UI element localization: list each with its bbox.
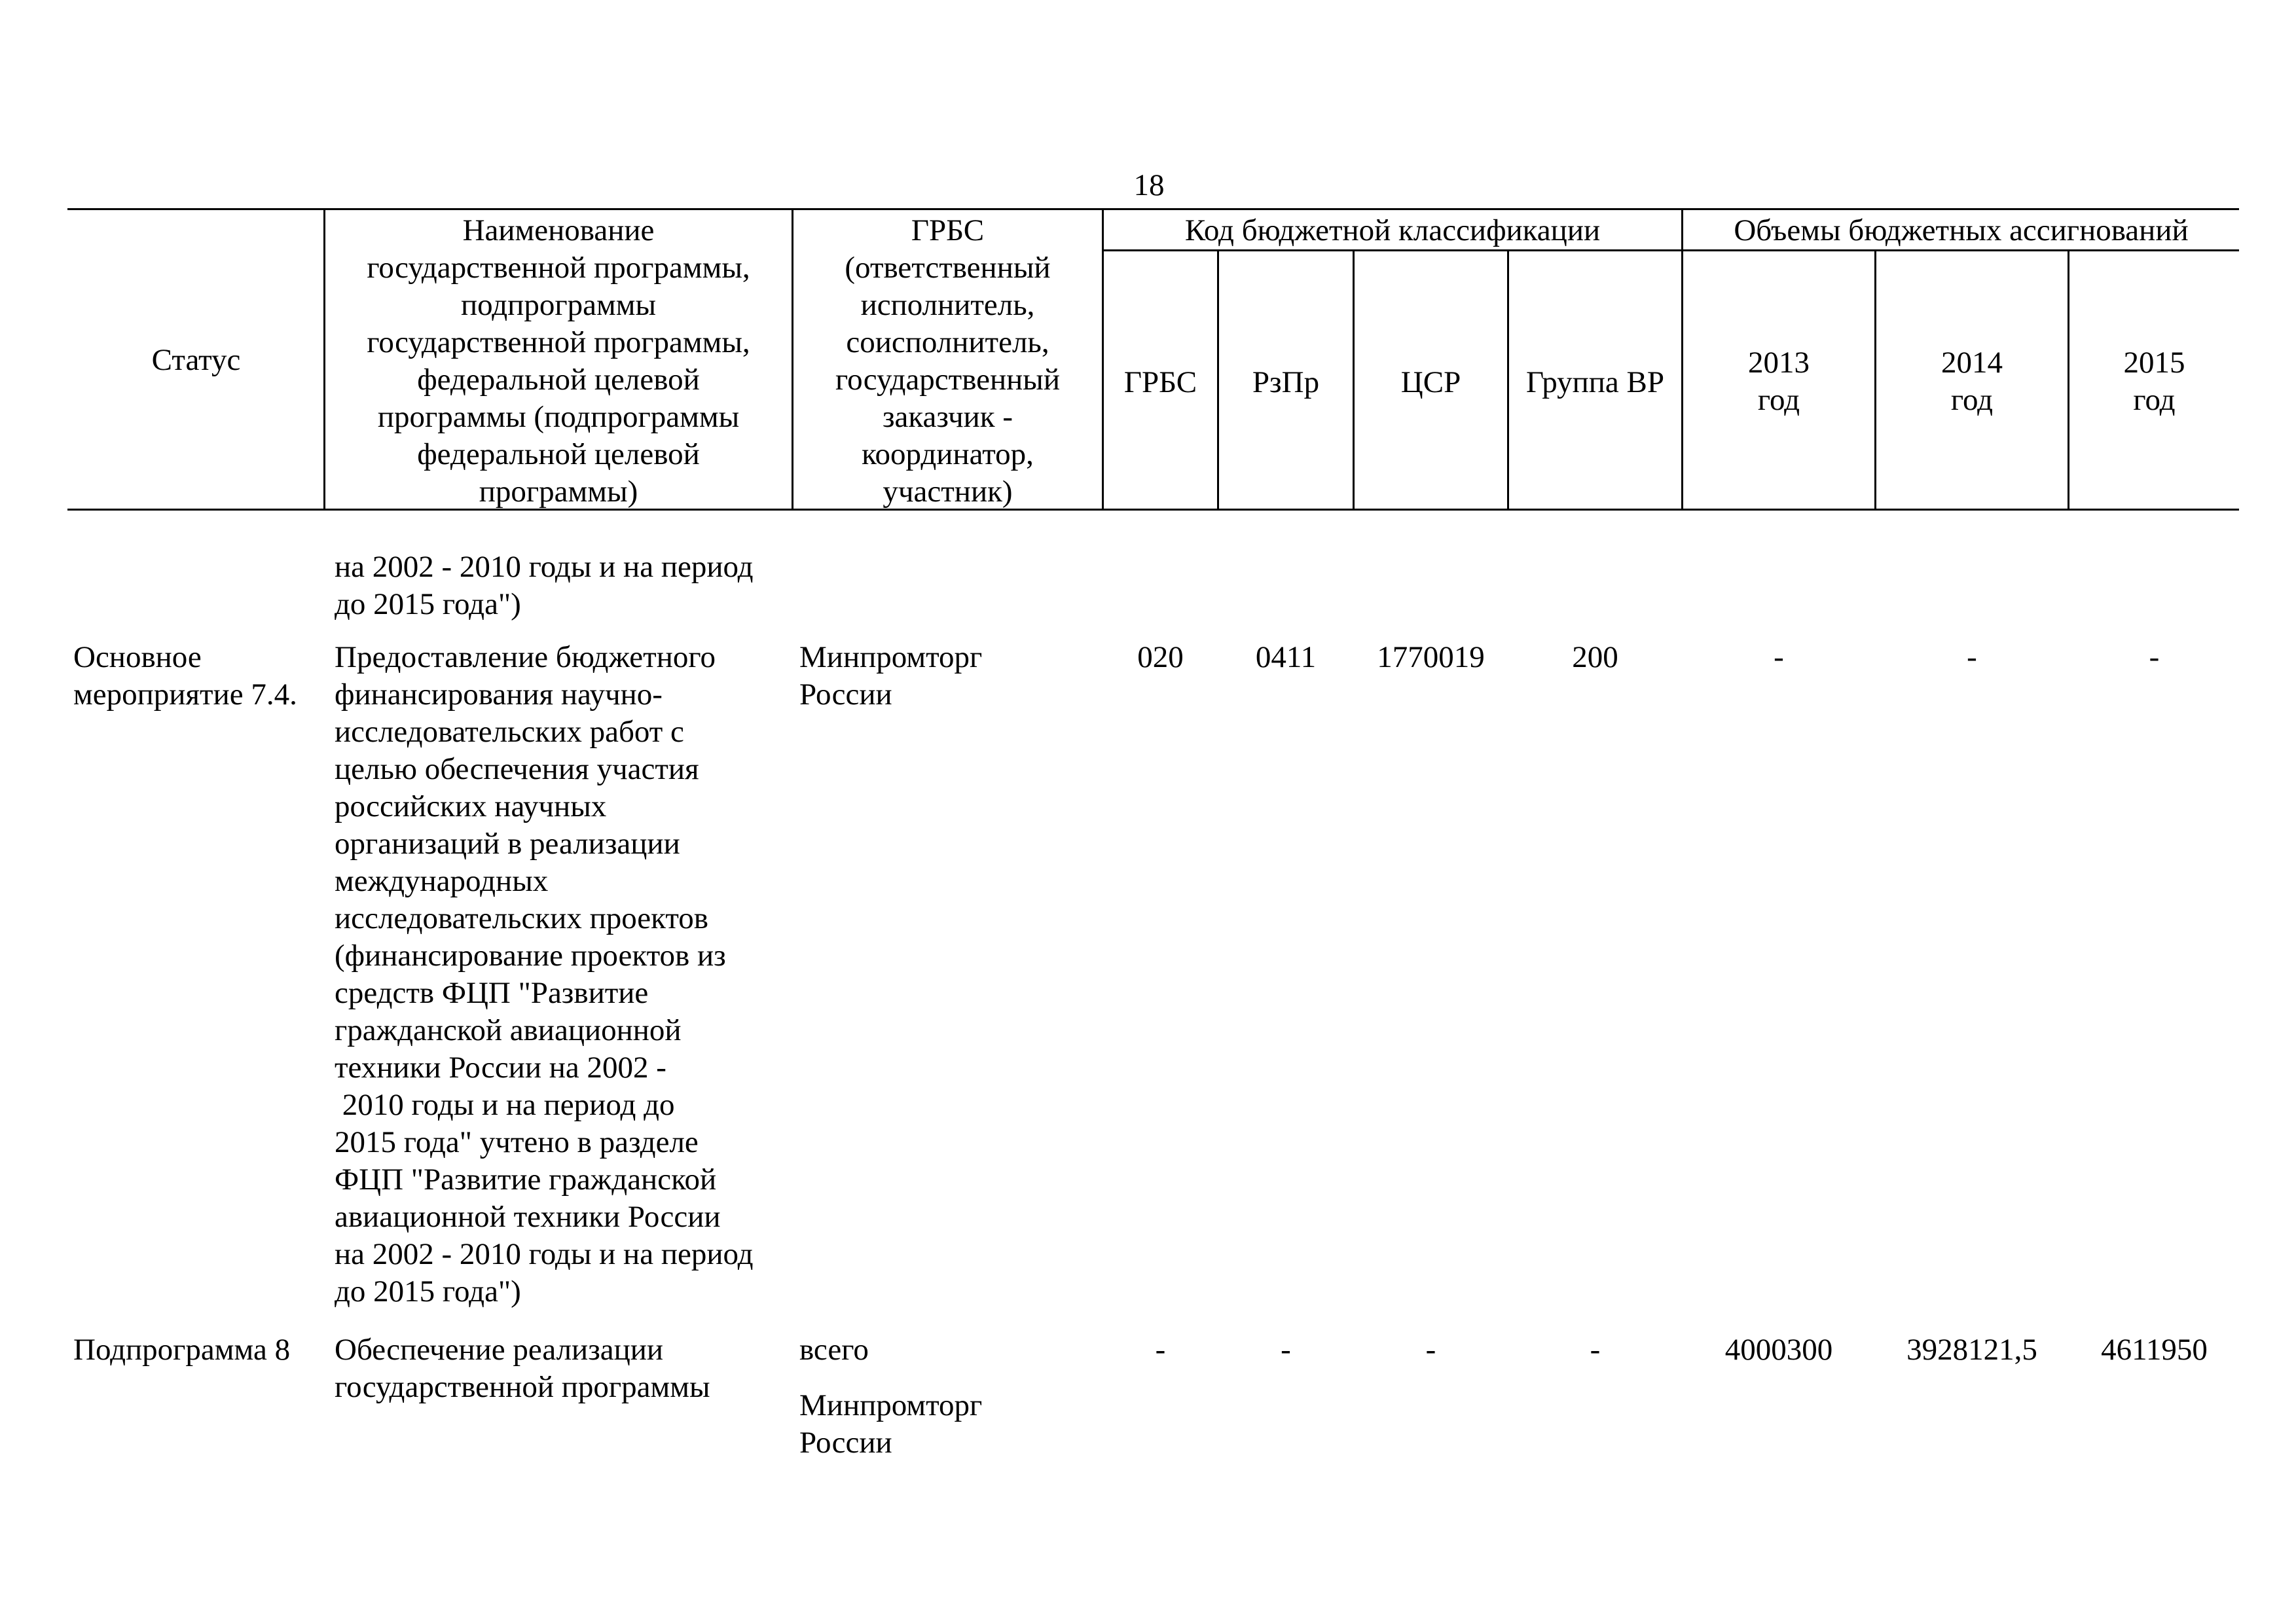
header-year-2015	[2069, 344, 2239, 419]
text-line: на 2002 - 2010 годы и на период	[335, 1237, 754, 1271]
text-line: международных	[335, 864, 549, 898]
text-line: техники России на 2002 -	[335, 1051, 666, 1085]
header-name-line: государственной программы,	[367, 251, 750, 285]
header-grbs-line: исполнитель,	[860, 288, 1035, 322]
header-budget-code: Код бюджетной классификации	[1184, 213, 1601, 247]
header-name-line: подпрограммы	[460, 288, 657, 322]
text-line: средств ФЦП "Развитие	[335, 976, 649, 1010]
header-year-value: 2013	[1748, 346, 1810, 380]
page-number: 18	[1133, 168, 1165, 202]
header-name-line: государственной программы,	[367, 325, 750, 359]
text-line: финансирования научно-	[335, 677, 663, 712]
header-name-line: программы (подпрограммы	[377, 400, 740, 434]
text-line: Основное	[73, 640, 202, 674]
header-year-2014	[1876, 344, 2068, 419]
header-grbs-line: соисполнитель,	[846, 325, 1049, 359]
text-line: российских научных	[335, 789, 607, 823]
row-csr: 1770019	[1377, 640, 1485, 674]
text-line: мероприятие 7.4.	[73, 677, 297, 712]
header-rzpr: РзПр	[1252, 365, 1320, 399]
header-grbs-line: участник)	[883, 475, 1013, 509]
text-line: до 2015 года")	[335, 587, 521, 621]
text-line: Минпромторг	[799, 1388, 983, 1422]
header-group-vr: Группа ВР	[1526, 365, 1664, 399]
row-name	[335, 1331, 710, 1406]
header-status: Статус	[151, 343, 241, 377]
text-line: гражданской авиационной	[335, 1013, 682, 1047]
header-name-line: Наименование	[462, 213, 655, 247]
text-line: исследовательских проектов	[335, 901, 708, 935]
text-line: 2010 годы и на период до	[335, 1088, 675, 1122]
row-2015: 4611950	[2101, 1333, 2208, 1367]
header-name	[325, 212, 792, 511]
text-line: на 2002 - 2010 годы и на период	[335, 550, 754, 584]
header-grbs: ГРБС	[1123, 365, 1197, 399]
row-name	[335, 639, 754, 1310]
row-rzpr: 0411	[1255, 640, 1317, 674]
text-line: России	[799, 677, 892, 712]
row-2013: 4000300	[1724, 1333, 1833, 1367]
col-divider	[1102, 208, 1104, 511]
row-grbs: 020	[1137, 640, 1184, 674]
text-line: до 2015 года")	[335, 1274, 521, 1308]
text-line: ФЦП "Развитие гражданской	[335, 1163, 717, 1197]
header-year-unit: год	[1950, 383, 1994, 417]
row-2014: -	[1967, 640, 1977, 674]
header-year-value: 2015	[2123, 346, 2185, 380]
header-grbs-line: заказчик -	[882, 400, 1013, 434]
row-status	[73, 639, 297, 713]
header-grbs-line: ГРБС	[911, 213, 985, 247]
header-year-unit: год	[1757, 383, 1800, 417]
text-line: (финансирование проектов из	[335, 939, 726, 973]
header-csr: ЦСР	[1400, 365, 1461, 399]
row-rzpr: -	[1281, 1333, 1291, 1367]
row-2015: -	[2149, 640, 2160, 674]
row-grbs-total: всего	[799, 1333, 869, 1367]
text-line: авиационной техники России	[335, 1200, 721, 1234]
header-grbs-responsible	[793, 212, 1102, 511]
row-2013: -	[1774, 640, 1784, 674]
header-year-unit: год	[2133, 383, 2176, 417]
text-line: Подпрограмма 8	[73, 1333, 291, 1367]
row-csr: -	[1425, 1333, 1436, 1367]
row-grbs-responsible	[799, 639, 982, 713]
text-line: Минпромторг	[799, 640, 983, 674]
table-top-border	[67, 208, 2239, 210]
row-group-vr: -	[1590, 1333, 1601, 1367]
text-line: 2015 года" учтено в разделе	[335, 1125, 699, 1159]
text-line: организаций в реализации	[335, 827, 680, 861]
text-line: Обеспечение реализации	[335, 1333, 664, 1367]
header-name-line: федеральной целевой	[417, 363, 700, 397]
row-grbs-responsible	[799, 1387, 982, 1462]
text-line: Предоставление бюджетного	[335, 640, 716, 674]
header-budget-volumes: Объемы бюджетных ассигнований	[1734, 213, 2189, 247]
header-grbs-line: (ответственный	[845, 251, 1051, 285]
continuation-text	[335, 549, 754, 623]
header-name-line: программы)	[479, 475, 638, 509]
row-grbs: -	[1155, 1333, 1166, 1367]
text-line: исследовательских работ с	[335, 715, 684, 749]
row-group-vr: 200	[1572, 640, 1618, 674]
text-line: России	[799, 1426, 892, 1460]
text-line: государственной программы	[335, 1370, 710, 1404]
header-name-line: федеральной целевой	[417, 437, 700, 471]
row-2014: 3928121,5	[1906, 1333, 2037, 1367]
header-year-2013	[1683, 344, 1874, 419]
row-status	[73, 1331, 290, 1369]
text-line: целью обеспечения участия	[335, 752, 699, 786]
header-grbs-line: координатор,	[862, 437, 1034, 471]
header-grbs-line: государственный	[835, 363, 1061, 397]
header-year-value: 2014	[1941, 346, 2003, 380]
